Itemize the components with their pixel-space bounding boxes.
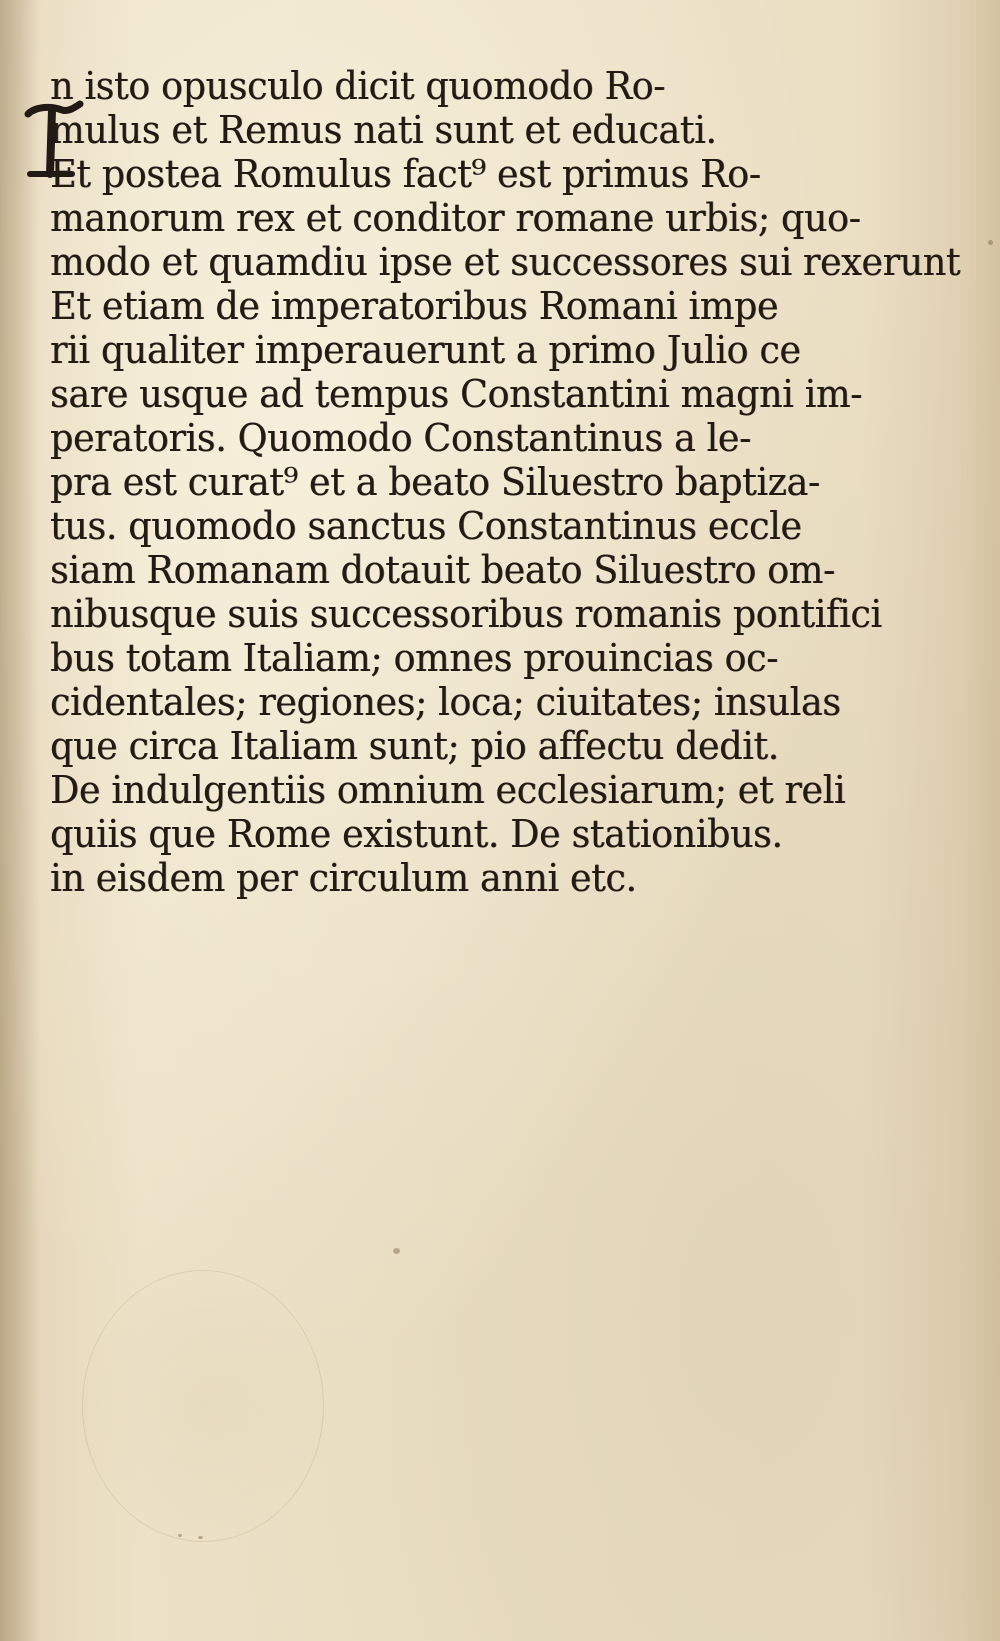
text-line: quiis que Rome existunt. De stationibus.: [50, 812, 783, 856]
paper-speck: [393, 1248, 400, 1254]
incunabula-text-block: [50, 64, 961, 900]
text-line: cidentales; regiones; loca; ciuitates; insulas: [50, 680, 841, 724]
text-line: Et etiam de imperatoribus Romani impe: [50, 284, 779, 328]
text-line: in eisdem per circulum anni etc.: [50, 856, 637, 900]
paper-speck: [178, 1534, 182, 1537]
text-line: mulus et Remus nati sunt et educati.: [50, 108, 717, 152]
text-line: peratoris. Quomodo Constantinus a le-: [50, 416, 751, 460]
text-line: pra est curat⁹ et a beato Siluestro baptiza-: [50, 460, 820, 504]
paper-stain: [82, 1270, 324, 1542]
text-line: rii qualiter imperauerunt a primo Julio ce: [50, 328, 801, 372]
text-line: n isto opusculo dicit quomodo Ro-: [50, 64, 666, 108]
text-line: manorum rex et conditor romane urbis; quo-: [50, 196, 861, 240]
text-line: Et postea Romulus fact⁹ est primus Ro-: [50, 152, 761, 196]
paper-speck: [988, 240, 993, 245]
text-line: tus. quomodo sanctus Constantinus eccle: [50, 504, 802, 548]
text-line: bus totam Italiam; omnes prouincias oc-: [50, 636, 779, 680]
paper-speck: [198, 1536, 203, 1539]
text-line: sare usque ad tempus Constantini magni im-: [50, 372, 863, 416]
text-line: que circa Italiam sunt; pio affectu dedit.: [50, 724, 779, 768]
text-line: De indulgentiis omnium ecclesiarum; et reli: [50, 768, 846, 812]
gutter-shadow: [0, 0, 40, 1641]
text-line: modo et quamdiu ipse et successores sui rexerunt: [50, 240, 961, 284]
text-line: siam Romanam dotauit beato Siluestro om-: [50, 548, 835, 592]
text-line: nibusque suis successoribus romanis pontifici: [50, 592, 882, 636]
